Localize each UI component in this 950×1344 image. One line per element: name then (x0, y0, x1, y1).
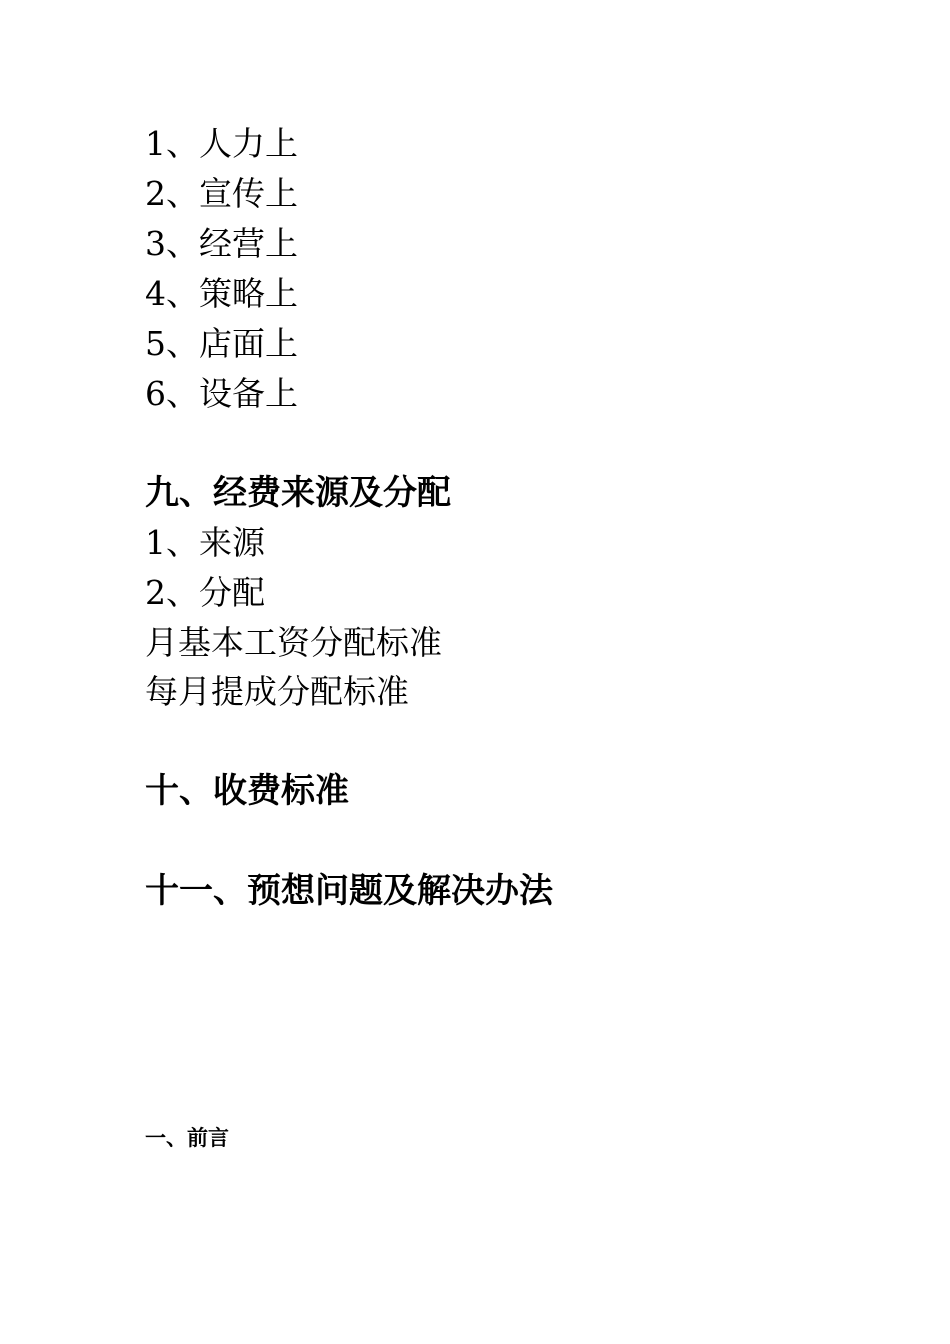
section-9-item-source: 1、来源 (145, 523, 265, 562)
section-11-heading: 十一、预想问题及解决办法 (145, 871, 553, 911)
preface-heading: 一、前言 (145, 1126, 229, 1150)
list-item-storefront: 5、店面上 (145, 324, 298, 363)
section-9-item-allocation: 2、分配 (145, 573, 265, 612)
section-9-item-base-salary: 月基本工资分配标准 (145, 623, 442, 662)
list-item-operation: 3、经营上 (145, 224, 298, 263)
section-9-heading: 九、经费来源及分配 (145, 473, 451, 513)
section-10-heading: 十、收费标准 (145, 771, 349, 811)
section-9-item-commission: 每月提成分配标准 (145, 672, 409, 711)
list-item-publicity: 2、宣传上 (145, 174, 298, 213)
list-item-strategy: 4、策略上 (145, 274, 298, 313)
list-item-manpower: 1、人力上 (145, 124, 298, 163)
list-item-equipment: 6、设备上 (145, 374, 298, 413)
